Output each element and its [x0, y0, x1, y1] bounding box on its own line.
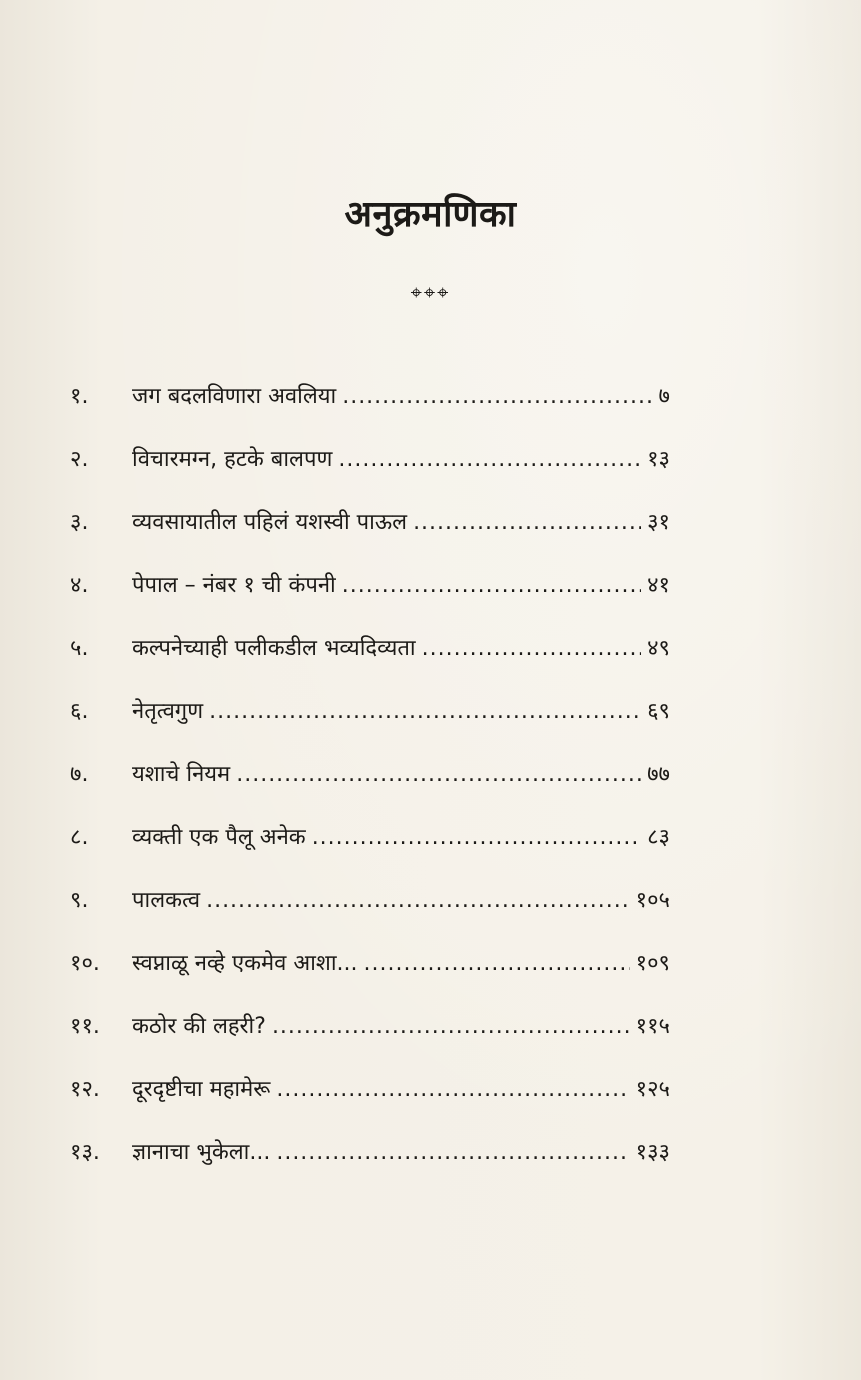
entry-number: ५.	[70, 636, 89, 661]
entry-page: ७	[658, 384, 670, 409]
entry-number: १२.	[70, 1077, 100, 1102]
entry-title: दूरदृष्टीचा महामेरू	[132, 1077, 271, 1102]
entry-number: १०.	[70, 951, 100, 976]
entry-page: ८३	[647, 825, 670, 850]
entry-title: व्यक्ती एक पैलू अनेक	[132, 825, 306, 850]
toc-entry	[70, 1136, 670, 1184]
entry-page: १२५	[635, 1077, 670, 1102]
toc-entry	[70, 632, 670, 680]
dot-leader	[413, 510, 641, 535]
entry-page: १३	[647, 447, 670, 472]
dot-leader	[236, 762, 641, 787]
toc-entry	[70, 1073, 670, 1121]
entry-title: पेपाल – नंबर १ ची कंपनी	[132, 573, 336, 598]
entry-page: १०५	[635, 888, 670, 913]
entry-page: १०९	[635, 951, 670, 976]
entry-number: ३.	[70, 510, 89, 535]
entry-page: ६९	[647, 699, 670, 724]
dot-leader	[342, 384, 652, 409]
entry-page: ७७	[647, 762, 670, 787]
entry-title: विचारमग्न, हटके बालपण	[132, 447, 333, 472]
dot-leader	[342, 573, 641, 598]
toc-entry	[70, 821, 670, 869]
dot-leader	[209, 699, 641, 724]
entry-page: १३३	[635, 1140, 670, 1165]
dot-leader	[364, 951, 630, 976]
dot-leader	[338, 447, 641, 472]
toc-entry	[70, 947, 670, 995]
entry-number: ८.	[70, 825, 89, 850]
entry-number: ४.	[70, 573, 89, 598]
entry-number: १३.	[70, 1140, 100, 1165]
entry-title: यशाचे नियम	[132, 762, 231, 787]
entry-title: व्यवसायातील पहिलं यशस्वी पाऊल	[132, 510, 408, 535]
entry-number: ९.	[70, 888, 89, 913]
toc-entry	[70, 1010, 670, 1058]
entry-page: ३१	[647, 510, 670, 535]
entry-title: कठोर की लहरी?	[132, 1014, 266, 1039]
entry-title: स्वप्नाळू नव्हे एकमेव आशा...	[132, 951, 358, 976]
page-title: अनुक्रमणिका	[344, 194, 517, 235]
toc-entry	[70, 884, 670, 932]
toc-entry	[70, 758, 670, 806]
entry-title: पालकत्व	[132, 888, 201, 913]
entry-title: ज्ञानाचा भुकेला...	[132, 1140, 271, 1165]
entry-title: जग बदलविणारा अवलिया	[132, 384, 337, 409]
entry-page: ११५	[635, 1014, 670, 1039]
toc-entry	[70, 569, 670, 617]
entry-number: ७.	[70, 762, 89, 787]
dot-leader	[312, 825, 641, 850]
toc-entry	[70, 695, 670, 743]
entry-number: ११.	[70, 1014, 100, 1039]
entry-number: २.	[70, 447, 89, 472]
toc-entry	[70, 443, 670, 491]
dot-leader	[272, 1014, 630, 1039]
entry-number: ६.	[70, 699, 89, 724]
dot-leader	[276, 1140, 629, 1165]
entry-page: ४१	[647, 573, 670, 598]
dot-leader	[206, 888, 630, 913]
entry-page: ४९	[647, 636, 670, 661]
ornament-divider: ⌖⌖⌖	[410, 280, 451, 304]
dot-leader	[276, 1077, 629, 1102]
toc-entry	[70, 380, 670, 428]
entry-title: नेतृत्वगुण	[132, 699, 204, 724]
entry-number: १.	[70, 384, 89, 409]
toc-entry	[70, 506, 670, 554]
entry-title: कल्पनेच्याही पलीकडील भव्यदिव्यता	[132, 636, 416, 661]
dot-leader	[422, 636, 641, 661]
